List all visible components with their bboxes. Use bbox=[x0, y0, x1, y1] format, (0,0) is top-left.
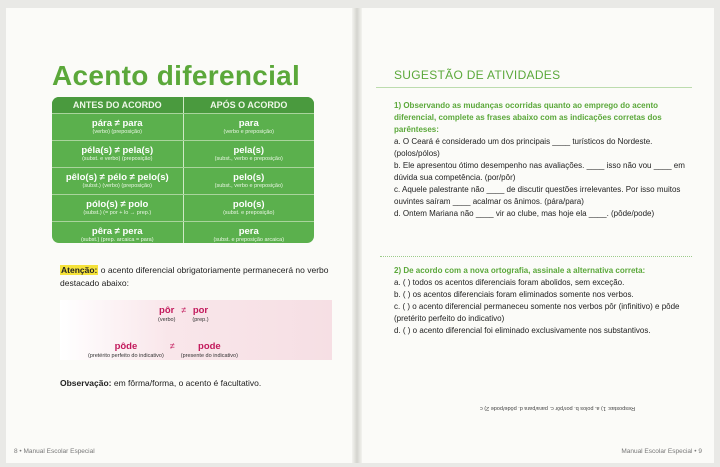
example-word: pôde bbox=[114, 341, 138, 352]
observation-note bbox=[60, 378, 261, 388]
table-row bbox=[52, 194, 314, 221]
attention-note bbox=[60, 264, 330, 290]
before-words: pêlo(s) ≠ pélo ≠ pelo(s) bbox=[65, 172, 169, 183]
table-row bbox=[52, 167, 314, 194]
header-after: APÓS O ACORDO bbox=[210, 100, 288, 110]
table-row bbox=[52, 113, 314, 140]
observation-label: Observação: bbox=[60, 378, 112, 388]
before-classes: (subst.) (verbo) (preposição) bbox=[82, 183, 152, 189]
observation-text: em fôrma/forma, o acento é facultativo. bbox=[111, 378, 262, 388]
before-classes: (subst.) (prep. arcaica = para) bbox=[80, 237, 154, 243]
accent-table bbox=[52, 97, 314, 243]
after-word: para bbox=[238, 118, 259, 129]
example-class: (verbo) bbox=[158, 317, 176, 323]
after-word: polo(s) bbox=[232, 199, 265, 210]
question-2 bbox=[394, 265, 698, 337]
example-class: (presente do indicativo) bbox=[180, 353, 238, 359]
after-class: (subst., verbo e preposição) bbox=[214, 183, 283, 189]
example-class: (prep.) bbox=[192, 317, 209, 323]
before-classes: (verbo) (preposição) bbox=[92, 129, 143, 135]
table-row bbox=[52, 140, 314, 167]
before-words: pêra ≠ pera bbox=[91, 226, 143, 237]
after-class: (subst. e preposição) bbox=[223, 210, 275, 216]
not-equal-sign: ≠ bbox=[181, 305, 187, 315]
right-footer: Manual Escolar Especial • 9 bbox=[621, 448, 702, 455]
question-1-item: d. Ontem Mariana não ____ vir ao clube, mas hoje ela ____. (pôde/pode) bbox=[394, 209, 655, 218]
example-word: por bbox=[192, 305, 209, 316]
question-2-item: b. ( ) os acentos diferenciais foram eliminados somente nos verbos. bbox=[394, 290, 634, 299]
example-class: (pretérito perfeito do indicativo) bbox=[88, 353, 164, 359]
after-class: (subst. e preposição arcaica) bbox=[213, 237, 285, 243]
header-before: ANTES DO ACORDO bbox=[52, 97, 184, 113]
table-header bbox=[52, 97, 314, 113]
not-equal-sign: ≠ bbox=[169, 341, 175, 351]
book-spine bbox=[352, 8, 362, 463]
attention-text: o acento diferencial obrigatoriamente permanecerá no verbo destacado abaixo: bbox=[60, 265, 329, 288]
question-2-heading: 2) De acordo com a nova ortografia, assinale a alternativa correta: bbox=[394, 266, 646, 275]
after-class: (subst., verbo e preposição) bbox=[214, 156, 283, 162]
after-word: pela(s) bbox=[233, 145, 265, 156]
before-classes: (subst. e verbo) (preposição) bbox=[82, 156, 153, 162]
question-2-item: c. ( ) o acento diferencial permaneceu somente nos verbos pôr (infinitivo) e pôde (pretérito perfeito do indicativo) bbox=[394, 302, 680, 323]
after-word: pelo(s) bbox=[233, 172, 265, 183]
question-1 bbox=[394, 100, 698, 220]
before-words: péla(s) ≠ pela(s) bbox=[81, 145, 154, 156]
question-1-item: a. O Ceará é considerado um dos principais ____ turísticos do Nordeste. (polos/pólos) bbox=[394, 137, 653, 158]
page-title: Acento diferencial bbox=[52, 60, 301, 91]
before-classes: (subst.) (= por + lo → prep.) bbox=[83, 210, 152, 216]
attention-label: Atenção: bbox=[61, 265, 98, 275]
table-row bbox=[52, 221, 314, 243]
question-divider bbox=[380, 256, 692, 257]
question-2-item: a. ( ) todos os acentos diferenciais foram abolidos, sem exceção. bbox=[394, 278, 625, 287]
question-1-item: c. Aquele palestrante não ____ de discutir questões irrelevantes. Por isso muitos ouvintes saíram ____ acalmar os ânimos. (pára/para) bbox=[394, 185, 681, 206]
answer-key: Respostas: 1) a. polos b. por/pôr c. para/para d. pôde/pode 2) c bbox=[480, 405, 636, 411]
example-pair-pode bbox=[88, 341, 238, 360]
example-word: pode bbox=[198, 341, 221, 352]
left-footer: 8 • Manual Escolar Especial bbox=[14, 448, 95, 455]
question-1-heading: 1) Observando as mudanças ocorridas quanto ao emprego do acento diferencial, complete as frases abaixo com as indicações corretas dos parênteses: bbox=[394, 101, 662, 134]
before-words: pólo(s) ≠ polo bbox=[86, 199, 149, 210]
example-pair-por bbox=[158, 305, 209, 324]
after-class: (verbo e preposição) bbox=[223, 129, 274, 135]
question-2-item: d. ( ) o acento diferencial foi eliminado exclusivamente nos substantivos. bbox=[394, 326, 651, 335]
example-word: pôr bbox=[159, 305, 175, 316]
question-1-item: b. Ele apresentou ótimo desempenho nas avaliações. ____ isso não vou ____ em dúvida sua competência. (por/pôr) bbox=[394, 161, 685, 182]
heading-underline bbox=[376, 87, 692, 88]
before-words: pára ≠ para bbox=[91, 118, 143, 129]
after-word: pera bbox=[238, 226, 259, 237]
activities-heading: SUGESTÃO DE ATIVIDADES bbox=[394, 68, 561, 82]
